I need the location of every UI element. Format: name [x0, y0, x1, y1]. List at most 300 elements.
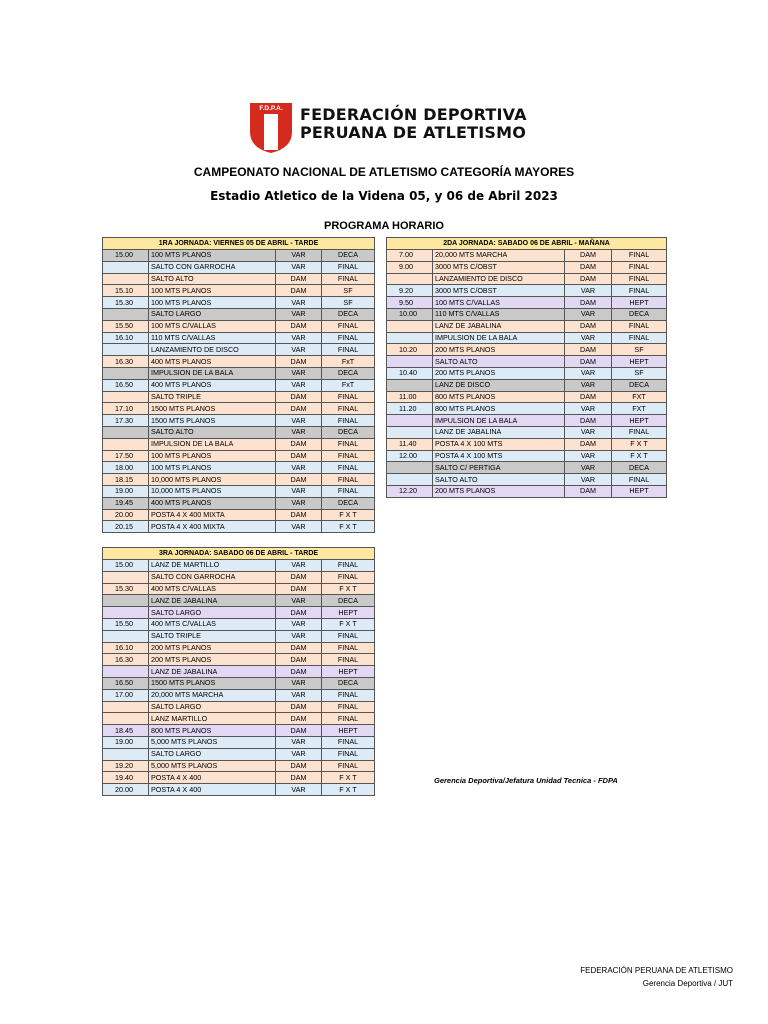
- stage-cell: FINAL: [322, 450, 375, 462]
- event-cell: LANZ DE JABALINA: [149, 595, 276, 607]
- time-cell: [103, 391, 149, 403]
- stage-cell: FINAL: [322, 748, 375, 760]
- table-row: [387, 403, 667, 415]
- event-cell: 3000 MTS C/OBST: [433, 261, 565, 273]
- table-row: [103, 595, 375, 607]
- category-cell: VAR: [565, 474, 612, 486]
- stage-cell: F X T: [322, 784, 375, 796]
- event-cell: 400 MTS C/VALLAS: [149, 583, 276, 595]
- table-row: [387, 450, 667, 462]
- table-row: [103, 521, 375, 533]
- time-cell: [103, 367, 149, 379]
- time-cell: [387, 426, 433, 438]
- category-cell: VAR: [276, 521, 322, 533]
- category-cell: VAR: [276, 426, 322, 438]
- time-cell: 19.20: [103, 760, 149, 772]
- category-cell: VAR: [276, 497, 322, 509]
- event-cell: 200 MTS PLANOS: [149, 654, 276, 666]
- event-cell: POSTA 4 X 400 MIXTA: [149, 509, 276, 521]
- category-cell: VAR: [276, 250, 322, 262]
- logo-text: F.D.P.A.: [259, 105, 283, 112]
- table-row: [103, 677, 375, 689]
- category-cell: DAM: [276, 654, 322, 666]
- event-cell: 100 MTS PLANOS: [149, 462, 276, 474]
- table-row: [387, 356, 667, 368]
- time-cell: 16.10: [103, 642, 149, 654]
- category-cell: DAM: [276, 571, 322, 583]
- stage-cell: FINAL: [322, 261, 375, 273]
- event-cell: SALTO ALTO: [149, 426, 276, 438]
- table-row: [103, 701, 375, 713]
- org-line-2: PERUANA DE ATLETISMO: [300, 123, 527, 142]
- table-row: [103, 607, 375, 619]
- stage-cell: FINAL: [612, 320, 667, 332]
- stage-cell: HEPT: [612, 415, 667, 427]
- table-row: [103, 666, 375, 678]
- stage-cell: SF: [322, 297, 375, 309]
- event-cell: 400 MTS C/VALLAS: [149, 618, 276, 630]
- category-cell: DAM: [276, 725, 322, 737]
- category-cell: VAR: [276, 344, 322, 356]
- event-cell: 100 MTS PLANOS: [149, 450, 276, 462]
- table-row: [387, 308, 667, 320]
- footer-org: FEDERACIÓN PERUANA DE ATLETISMO: [580, 966, 733, 975]
- category-cell: DAM: [276, 391, 322, 403]
- table-row: [103, 367, 375, 379]
- category-cell: VAR: [276, 736, 322, 748]
- table-row: [387, 485, 667, 497]
- time-cell: 19.40: [103, 772, 149, 784]
- category-cell: VAR: [565, 367, 612, 379]
- category-cell: DAM: [276, 403, 322, 415]
- stage-cell: DECA: [612, 379, 667, 391]
- stage-cell: SF: [612, 367, 667, 379]
- time-cell: [103, 273, 149, 285]
- event-cell: 200 MTS PLANOS: [433, 344, 565, 356]
- stage-cell: FxT: [322, 356, 375, 368]
- time-cell: 19.00: [103, 485, 149, 497]
- time-cell: [103, 748, 149, 760]
- time-cell: 17.10: [103, 403, 149, 415]
- category-cell: VAR: [276, 784, 322, 796]
- category-cell: VAR: [565, 426, 612, 438]
- category-cell: DAM: [276, 713, 322, 725]
- stage-cell: FINAL: [322, 344, 375, 356]
- category-cell: VAR: [276, 332, 322, 344]
- event-cell: SALTO ALTO: [149, 273, 276, 285]
- event-cell: 400 MTS PLANOS: [149, 379, 276, 391]
- stage-cell: FINAL: [322, 474, 375, 486]
- table-row: [387, 415, 667, 427]
- stage-cell: F X T: [322, 521, 375, 533]
- table-row: [103, 736, 375, 748]
- fdpa-logo: [249, 102, 293, 154]
- time-cell: [103, 713, 149, 725]
- time-cell: 19.45: [103, 497, 149, 509]
- table-row: [387, 462, 667, 474]
- category-cell: VAR: [565, 450, 612, 462]
- time-cell: 17.00: [103, 689, 149, 701]
- stage-cell: DECA: [322, 308, 375, 320]
- time-cell: [387, 415, 433, 427]
- stage-cell: FINAL: [612, 332, 667, 344]
- category-cell: VAR: [276, 415, 322, 427]
- table-row: [103, 618, 375, 630]
- event-cell: 200 MTS PLANOS: [433, 485, 565, 497]
- time-cell: [103, 426, 149, 438]
- stage-cell: F X T: [322, 583, 375, 595]
- event-cell: 10,000 MTS PLANOS: [149, 485, 276, 497]
- stage-cell: FxT: [322, 379, 375, 391]
- time-cell: 16.10: [103, 332, 149, 344]
- event-cell: 20,000 MTS MARCHA: [433, 250, 565, 262]
- category-cell: VAR: [565, 308, 612, 320]
- stage-cell: DECA: [612, 308, 667, 320]
- table-row: [103, 273, 375, 285]
- stage-cell: DECA: [612, 462, 667, 474]
- stage-cell: F X T: [612, 450, 667, 462]
- time-cell: [103, 630, 149, 642]
- event-cell: 100 MTS PLANOS: [149, 285, 276, 297]
- time-cell: 15.30: [103, 583, 149, 595]
- category-cell: DAM: [565, 391, 612, 403]
- time-cell: [103, 438, 149, 450]
- event-cell: 110 MTS C/VALLAS: [433, 308, 565, 320]
- stage-cell: FINAL: [322, 760, 375, 772]
- category-cell: VAR: [565, 332, 612, 344]
- document-title: CAMPEONATO NACIONAL DE ATLETISMO CATEGORÍA MAYORES: [193, 165, 575, 179]
- stage-cell: FINAL: [322, 654, 375, 666]
- event-cell: SALTO CON GARROCHA: [149, 261, 276, 273]
- stage-cell: FINAL: [322, 642, 375, 654]
- time-cell: 20.15: [103, 521, 149, 533]
- stage-cell: FINAL: [322, 273, 375, 285]
- table-row: [103, 297, 375, 309]
- stage-cell: DECA: [322, 677, 375, 689]
- category-cell: DAM: [276, 509, 322, 521]
- time-cell: 15.00: [103, 250, 149, 262]
- table-row: [103, 261, 375, 273]
- stage-cell: SF: [612, 344, 667, 356]
- category-cell: VAR: [276, 379, 322, 391]
- time-cell: [103, 344, 149, 356]
- category-cell: VAR: [565, 379, 612, 391]
- time-cell: 9.00: [387, 261, 433, 273]
- stage-cell: FINAL: [322, 320, 375, 332]
- time-cell: 16.30: [103, 654, 149, 666]
- time-cell: 16.50: [103, 379, 149, 391]
- stage-cell: FINAL: [322, 403, 375, 415]
- stage-cell: DECA: [322, 595, 375, 607]
- table-row: [103, 497, 375, 509]
- table-row: [103, 509, 375, 521]
- table-row: [103, 415, 375, 427]
- stage-cell: HEPT: [322, 666, 375, 678]
- stage-cell: F X T: [322, 509, 375, 521]
- event-cell: SALTO ALTO: [433, 474, 565, 486]
- time-cell: [103, 571, 149, 583]
- event-cell: POSTA 4 X 100 MTS: [433, 438, 565, 450]
- event-cell: IMPULSION DE LA BALA: [149, 367, 276, 379]
- time-cell: 15.00: [103, 560, 149, 572]
- table-row: [103, 332, 375, 344]
- time-cell: [103, 308, 149, 320]
- table-row: [387, 261, 667, 273]
- stage-cell: F X T: [612, 438, 667, 450]
- table-row: [103, 356, 375, 368]
- stage-cell: FINAL: [322, 438, 375, 450]
- table-row: [103, 391, 375, 403]
- table-row: [387, 273, 667, 285]
- table-row: [103, 379, 375, 391]
- event-cell: LANZ MARTILLO: [149, 713, 276, 725]
- event-cell: LANZ DE JABALINA: [433, 426, 565, 438]
- event-cell: POSTA 4 X 400: [149, 784, 276, 796]
- category-cell: DAM: [276, 320, 322, 332]
- event-cell: SALTO TRIPLE: [149, 391, 276, 403]
- stage-cell: DECA: [322, 426, 375, 438]
- stage-cell: HEPT: [322, 607, 375, 619]
- table-row: [103, 438, 375, 450]
- table-row: [103, 485, 375, 497]
- time-cell: 20.00: [103, 784, 149, 796]
- category-cell: VAR: [276, 748, 322, 760]
- time-cell: [387, 320, 433, 332]
- stage-cell: HEPT: [612, 297, 667, 309]
- time-cell: 15.10: [103, 285, 149, 297]
- time-cell: 16.50: [103, 677, 149, 689]
- event-cell: IMPULSION DE LA BALA: [149, 438, 276, 450]
- time-cell: [103, 701, 149, 713]
- stage-cell: HEPT: [612, 356, 667, 368]
- time-cell: 11.20: [387, 403, 433, 415]
- stage-cell: DECA: [322, 367, 375, 379]
- category-cell: DAM: [565, 273, 612, 285]
- time-cell: 18.15: [103, 474, 149, 486]
- time-cell: 10.20: [387, 344, 433, 356]
- time-cell: 7.00: [387, 250, 433, 262]
- table-row: [387, 367, 667, 379]
- time-cell: 10.40: [387, 367, 433, 379]
- category-cell: DAM: [276, 642, 322, 654]
- time-cell: 9.20: [387, 285, 433, 297]
- stage-cell: FINAL: [612, 474, 667, 486]
- table-row: [103, 772, 375, 784]
- time-cell: 18.45: [103, 725, 149, 737]
- category-cell: VAR: [276, 462, 322, 474]
- stage-cell: FINAL: [322, 736, 375, 748]
- event-cell: LANZAMIENTO DE DISCO: [149, 344, 276, 356]
- table-row: [103, 784, 375, 796]
- event-cell: 200 MTS PLANOS: [149, 642, 276, 654]
- category-cell: VAR: [276, 595, 322, 607]
- category-cell: DAM: [276, 701, 322, 713]
- program-subtitle: PROGRAMA HORARIO: [324, 220, 444, 232]
- stage-cell: FINAL: [322, 485, 375, 497]
- time-cell: [387, 273, 433, 285]
- event-cell: SALTO LARGO: [149, 607, 276, 619]
- table-row: [103, 630, 375, 642]
- table-row: [103, 654, 375, 666]
- time-cell: [103, 607, 149, 619]
- table-row: [103, 344, 375, 356]
- category-cell: DAM: [276, 474, 322, 486]
- table-row: [103, 642, 375, 654]
- event-cell: 110 MTS C/VALLAS: [149, 332, 276, 344]
- stage-cell: HEPT: [322, 725, 375, 737]
- category-cell: DAM: [276, 356, 322, 368]
- time-cell: 15.50: [103, 618, 149, 630]
- category-cell: DAM: [276, 666, 322, 678]
- jornada-title: 1RA JORNADA: VIERNES 05 DE ABRIL - TARDE: [103, 238, 375, 250]
- category-cell: DAM: [276, 772, 322, 784]
- table-row: [387, 250, 667, 262]
- event-cell: LANZ DE JABALINA: [433, 320, 565, 332]
- event-cell: LANZ DE MARTILLO: [149, 560, 276, 572]
- table-row: [103, 250, 375, 262]
- event-cell: LANZAMIENTO DE DISCO: [433, 273, 565, 285]
- event-cell: SALTO ALTO: [433, 356, 565, 368]
- event-cell: 800 MTS PLANOS: [433, 403, 565, 415]
- time-cell: 17.50: [103, 450, 149, 462]
- stage-cell: FINAL: [612, 273, 667, 285]
- time-cell: 16.30: [103, 356, 149, 368]
- category-cell: VAR: [276, 560, 322, 572]
- stage-cell: FINAL: [322, 571, 375, 583]
- table-row: [387, 285, 667, 297]
- time-cell: [387, 356, 433, 368]
- category-cell: DAM: [276, 760, 322, 772]
- stage-cell: FINAL: [322, 332, 375, 344]
- category-cell: VAR: [276, 485, 322, 497]
- table-row: [387, 320, 667, 332]
- event-cell: 400 MTS PLANOS: [149, 356, 276, 368]
- jornada-title: 2DA JORNADA: SABADO 06 DE ABRIL - MAÑANA: [387, 238, 667, 250]
- stage-cell: FINAL: [322, 462, 375, 474]
- category-cell: DAM: [565, 320, 612, 332]
- stage-cell: DECA: [322, 497, 375, 509]
- event-cell: LANZ DE DISCO: [433, 379, 565, 391]
- event-cell: 100 MTS PLANOS: [149, 297, 276, 309]
- stage-cell: FINAL: [322, 713, 375, 725]
- category-cell: DAM: [565, 250, 612, 262]
- venue-line: Estadio Atletico de la Videna 05, y 06 de Abril 2023: [210, 189, 558, 203]
- category-cell: DAM: [276, 438, 322, 450]
- category-cell: DAM: [565, 438, 612, 450]
- category-cell: DAM: [565, 356, 612, 368]
- table-row: [103, 426, 375, 438]
- schedule-table-jornada-2: [386, 237, 667, 498]
- time-cell: 18.00: [103, 462, 149, 474]
- event-cell: POSTA 4 X 400 MIXTA: [149, 521, 276, 533]
- category-cell: VAR: [276, 689, 322, 701]
- event-cell: 200 MTS PLANOS: [433, 367, 565, 379]
- category-cell: VAR: [276, 367, 322, 379]
- table-row: [103, 403, 375, 415]
- table-header-row: [103, 548, 375, 560]
- category-cell: VAR: [565, 285, 612, 297]
- category-cell: DAM: [565, 297, 612, 309]
- table-header-row: [387, 238, 667, 250]
- stage-cell: F X T: [322, 772, 375, 784]
- time-cell: 15.30: [103, 297, 149, 309]
- stage-cell: FINAL: [322, 689, 375, 701]
- jornada-title: 3RA JORNADA: SABADO 06 DE ABRIL - TARDE: [103, 548, 375, 560]
- event-cell: 5,000 MTS PLANOS: [149, 760, 276, 772]
- time-cell: 11.40: [387, 438, 433, 450]
- category-cell: DAM: [565, 261, 612, 273]
- stage-cell: FINAL: [612, 250, 667, 262]
- event-cell: SALTO LARGO: [149, 701, 276, 713]
- table-row: [103, 760, 375, 772]
- event-cell: 1500 MTS PLANOS: [149, 677, 276, 689]
- stage-cell: FXT: [612, 391, 667, 403]
- category-cell: VAR: [276, 297, 322, 309]
- category-cell: DAM: [276, 450, 322, 462]
- event-cell: SALTO CON GARROCHA: [149, 571, 276, 583]
- category-cell: VAR: [276, 677, 322, 689]
- stage-cell: FINAL: [612, 426, 667, 438]
- time-cell: 12.00: [387, 450, 433, 462]
- stage-cell: FINAL: [322, 560, 375, 572]
- note-gerencia: Gerencia Deportiva/Jefatura Unidad Tecnica - FDPA: [434, 776, 618, 785]
- category-cell: DAM: [276, 607, 322, 619]
- event-cell: SALTO TRIPLE: [149, 630, 276, 642]
- event-cell: IMPULSION DE LA BALA: [433, 332, 565, 344]
- stage-cell: DECA: [322, 250, 375, 262]
- category-cell: DAM: [276, 273, 322, 285]
- time-cell: 15.50: [103, 320, 149, 332]
- table-row: [103, 320, 375, 332]
- event-cell: 400 MTS PLANOS: [149, 497, 276, 509]
- event-cell: 5,000 MTS PLANOS: [149, 736, 276, 748]
- category-cell: VAR: [565, 462, 612, 474]
- category-cell: VAR: [565, 403, 612, 415]
- event-cell: SALTO C/ PERTIGA: [433, 462, 565, 474]
- event-cell: 3000 MTS C/OBST: [433, 285, 565, 297]
- event-cell: 10,000 MTS PLANOS: [149, 474, 276, 486]
- table-row: [103, 748, 375, 760]
- time-cell: [103, 666, 149, 678]
- table-row: [387, 297, 667, 309]
- stage-cell: FINAL: [322, 630, 375, 642]
- event-cell: 100 MTS PLANOS: [149, 250, 276, 262]
- table-row: [387, 344, 667, 356]
- table-row: [387, 391, 667, 403]
- event-cell: 800 MTS PLANOS: [149, 725, 276, 737]
- event-cell: SALTO LARGO: [149, 308, 276, 320]
- table-row: [103, 725, 375, 737]
- event-cell: 20,000 MTS MARCHA: [149, 689, 276, 701]
- event-cell: 1500 MTS PLANOS: [149, 403, 276, 415]
- time-cell: [103, 261, 149, 273]
- event-cell: LANZ DE JABALINA: [149, 666, 276, 678]
- category-cell: DAM: [276, 285, 322, 297]
- table-row: [103, 689, 375, 701]
- stage-cell: SF: [322, 285, 375, 297]
- category-cell: DAM: [565, 485, 612, 497]
- table-row: [103, 713, 375, 725]
- event-cell: POSTA 4 X 400: [149, 772, 276, 784]
- time-cell: 9.50: [387, 297, 433, 309]
- table-row: [103, 308, 375, 320]
- org-line-1: FEDERACIÓN DEPORTIVA: [300, 105, 527, 124]
- schedule-table-jornada-3: [102, 547, 375, 796]
- time-cell: 19.00: [103, 736, 149, 748]
- table-row: [103, 474, 375, 486]
- category-cell: DAM: [276, 583, 322, 595]
- stage-cell: FXT: [612, 403, 667, 415]
